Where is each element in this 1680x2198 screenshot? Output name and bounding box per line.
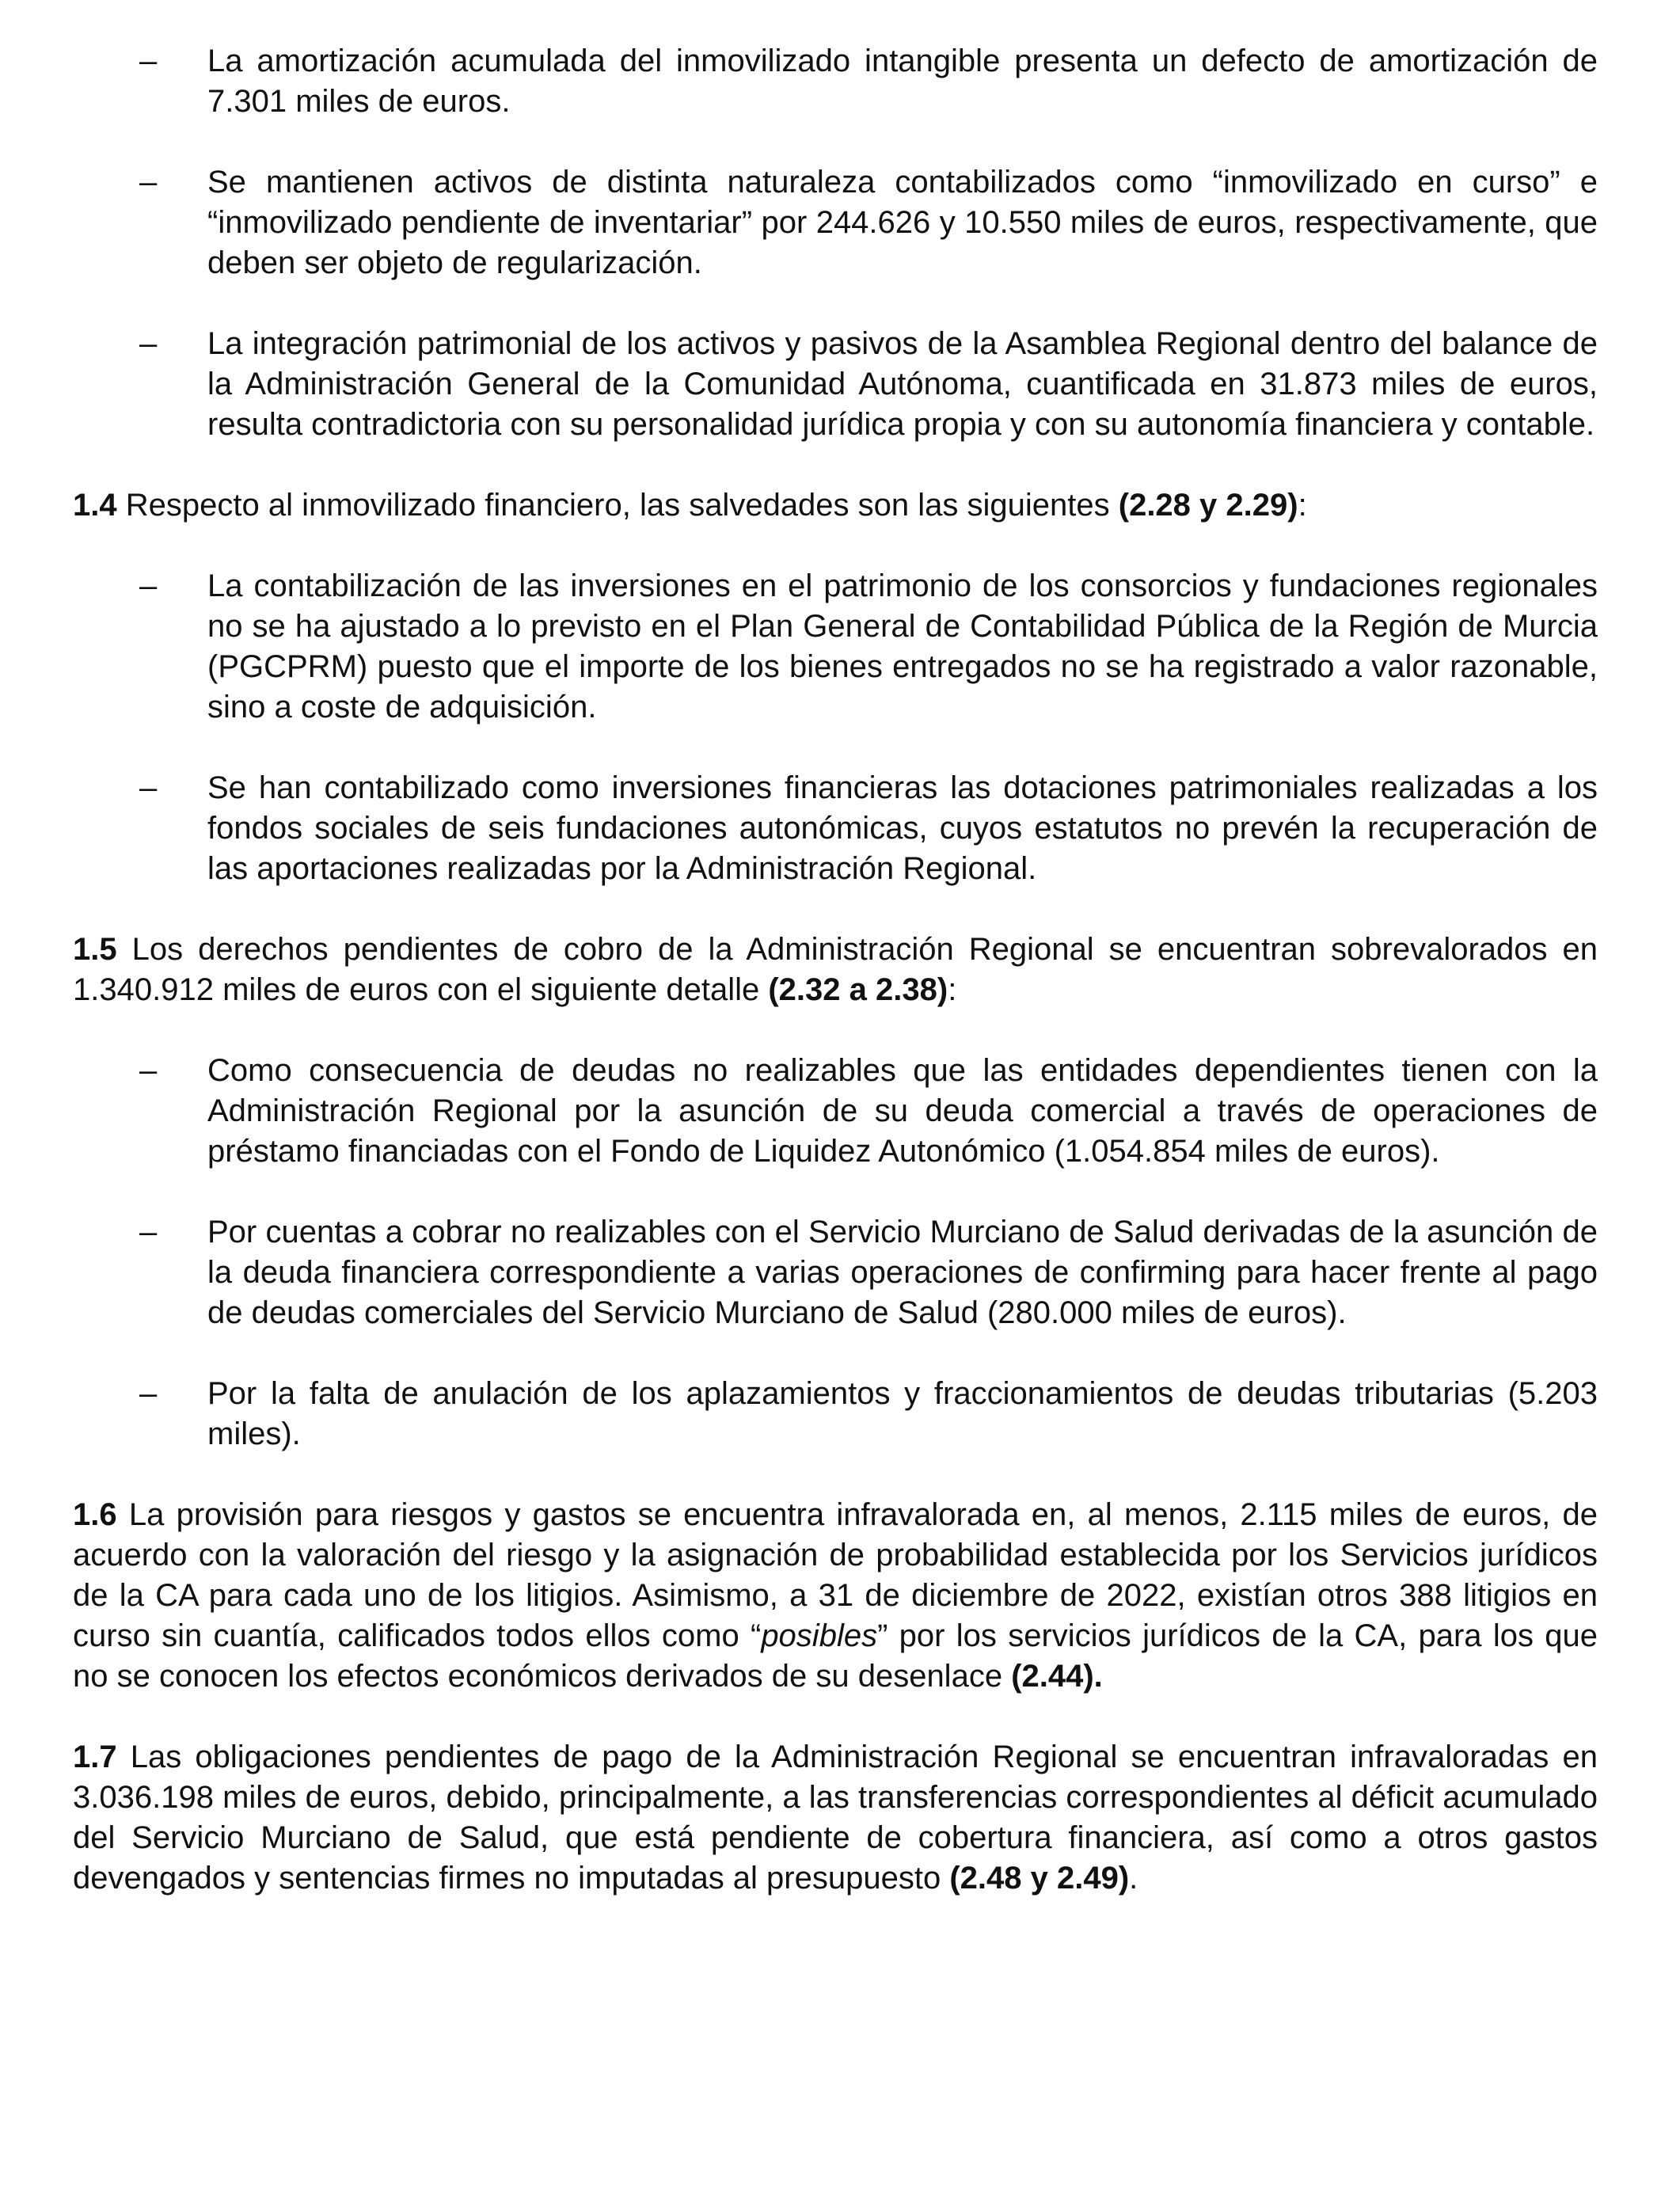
paragraph-punctuation: : bbox=[1298, 488, 1307, 523]
paragraph-1-4 bbox=[73, 485, 1598, 526]
dash-bullet-icon: – bbox=[139, 1215, 158, 1249]
paragraph-number: 1.7 bbox=[73, 1740, 117, 1774]
dash-bullet-icon: – bbox=[139, 1053, 158, 1088]
paragraph-number: 1.5 bbox=[73, 932, 117, 967]
bullet-list-intangible bbox=[73, 41, 1598, 445]
paragraph-1-5 bbox=[73, 930, 1598, 1010]
dash-bullet-icon: – bbox=[139, 44, 158, 78]
dash-bullet-icon: – bbox=[139, 770, 158, 805]
dash-bullet-icon: – bbox=[139, 569, 158, 603]
bullet-list-receivables bbox=[73, 1051, 1598, 1455]
list-item bbox=[73, 1051, 1598, 1172]
list-item-text: Por la falta de anulación de los aplazamientos y fraccionamientos de deudas tributarias (5.203 miles). bbox=[207, 1376, 1598, 1451]
paragraph-punctuation: . bbox=[1129, 1861, 1138, 1896]
list-item-text: La contabilización de las inversiones en el patrimonio de los consorcios y fundaciones regionales no se ha ajustado a lo previsto en el Plan General de Contabilidad Pública de la Región de Murcia (PGCPRM) puesto que el importe de los bienes entregados no se ha registrado a valor razonable, sino a coste de adquisición. bbox=[207, 569, 1598, 724]
list-item bbox=[73, 768, 1598, 889]
list-item-text: Como consecuencia de deudas no realizables que las entidades dependientes tienen con la Administración Regional por la asunción de su deuda comercial a través de operaciones de préstamo financiadas con el Fondo de Liquidez Autonómico (1.054.854 miles de euros). bbox=[207, 1053, 1598, 1169]
list-item-text: La integración patrimonial de los activos y pasivos de la Asamblea Regional dentro del balance de la Administración General de la Comunidad Autónoma, cuantificada en 31.873 miles de euros, resulta contradictoria con su personalidad jurídica propia y con su autonomía financiera y contable. bbox=[207, 326, 1598, 442]
paragraph-1-6 bbox=[73, 1495, 1598, 1697]
list-item-text: Se mantienen activos de distinta naturaleza contabilizados como “inmovilizado en curso” e “inmovilizado pendiente de inventariar” por 244.626 y 10.550 miles de euros, respectivamente, que deben ser objeto de regularización. bbox=[207, 165, 1598, 280]
paragraph-punctuation: : bbox=[948, 972, 957, 1007]
paragraph-1-7 bbox=[73, 1737, 1598, 1899]
list-item bbox=[73, 566, 1598, 728]
paragraph-text: Los derechos pendientes de cobro de la Administración Regional se encuentran sobrevalorados en 1.340.912 miles de euros con el siguiente detalle bbox=[73, 932, 1598, 1007]
paragraph-reference: (2.44). bbox=[1011, 1659, 1103, 1694]
paragraph-text: Respecto al inmovilizado financiero, las salvedades son las siguientes bbox=[116, 488, 1119, 523]
list-item bbox=[73, 41, 1598, 122]
paragraph-text: La provisión para riesgos y gastos se encuentra infravalorada en, al menos, 2.115 miles de euros, de acuerdo con la valoración del riesgo y la asignación de probabilidad establecida por los Servicios jurídicos de la CA para cada uno de los litigios. Asimismo, a 31 de diciembre de 2022, existían otros 388 litigios en curso sin cuantía, calificados todos ellos como “ bbox=[73, 1497, 1598, 1653]
paragraph-reference: (2.28 y 2.29) bbox=[1118, 488, 1298, 523]
list-item bbox=[73, 1212, 1598, 1333]
paragraph-reference: (2.32 a 2.38) bbox=[768, 972, 948, 1007]
list-item-text: Por cuentas a cobrar no realizables con el Servicio Murciano de Salud derivadas de la asunción de la deuda financiera correspondiente a varias operaciones de confirming para hacer frente al pago de deudas comerciales del Servicio Murciano de Salud (280.000 miles de euros). bbox=[207, 1215, 1598, 1330]
paragraph-reference: (2.48 y 2.49) bbox=[949, 1861, 1130, 1896]
dash-bullet-icon: – bbox=[139, 326, 158, 361]
paragraph-number: 1.6 bbox=[73, 1497, 117, 1532]
paragraph-number: 1.4 bbox=[73, 488, 117, 523]
dash-bullet-icon: – bbox=[139, 165, 158, 200]
list-item-text: Se han contabilizado como inversiones financieras las dotaciones patrimoniales realizadas a los fondos sociales de seis fundaciones autonómicas, cuyos estatutos no prevén la recuperación de las aportaciones realizadas por la Administración Regional. bbox=[207, 770, 1598, 886]
paragraph-italic-term: posibles bbox=[761, 1618, 878, 1653]
list-item-text: La amortización acumulada del inmovilizado intangible presenta un defecto de amortización de 7.301 miles de euros. bbox=[207, 44, 1598, 119]
bullet-list-financial bbox=[73, 566, 1598, 889]
paragraph-text: Las obligaciones pendientes de pago de la Administración Regional se encuentran infravaloradas en 3.036.198 miles de euros, debido, principalmente, a las transferencias correspondientes al déficit acumulado del Servicio Murciano de Salud, que está pendiente de cobertura financiera, así como a otros gastos devengados y sentencias firmes no imputadas al presupuesto bbox=[73, 1740, 1598, 1896]
paragraph-text: ” por los servicios jurídicos de la CA, para los que no se conocen los efectos económicos derivados de su desenlace bbox=[73, 1618, 1598, 1694]
list-item bbox=[73, 1374, 1598, 1455]
list-item bbox=[73, 324, 1598, 445]
document-page bbox=[73, 41, 1598, 1939]
list-item bbox=[73, 162, 1598, 283]
dash-bullet-icon: – bbox=[139, 1376, 158, 1411]
